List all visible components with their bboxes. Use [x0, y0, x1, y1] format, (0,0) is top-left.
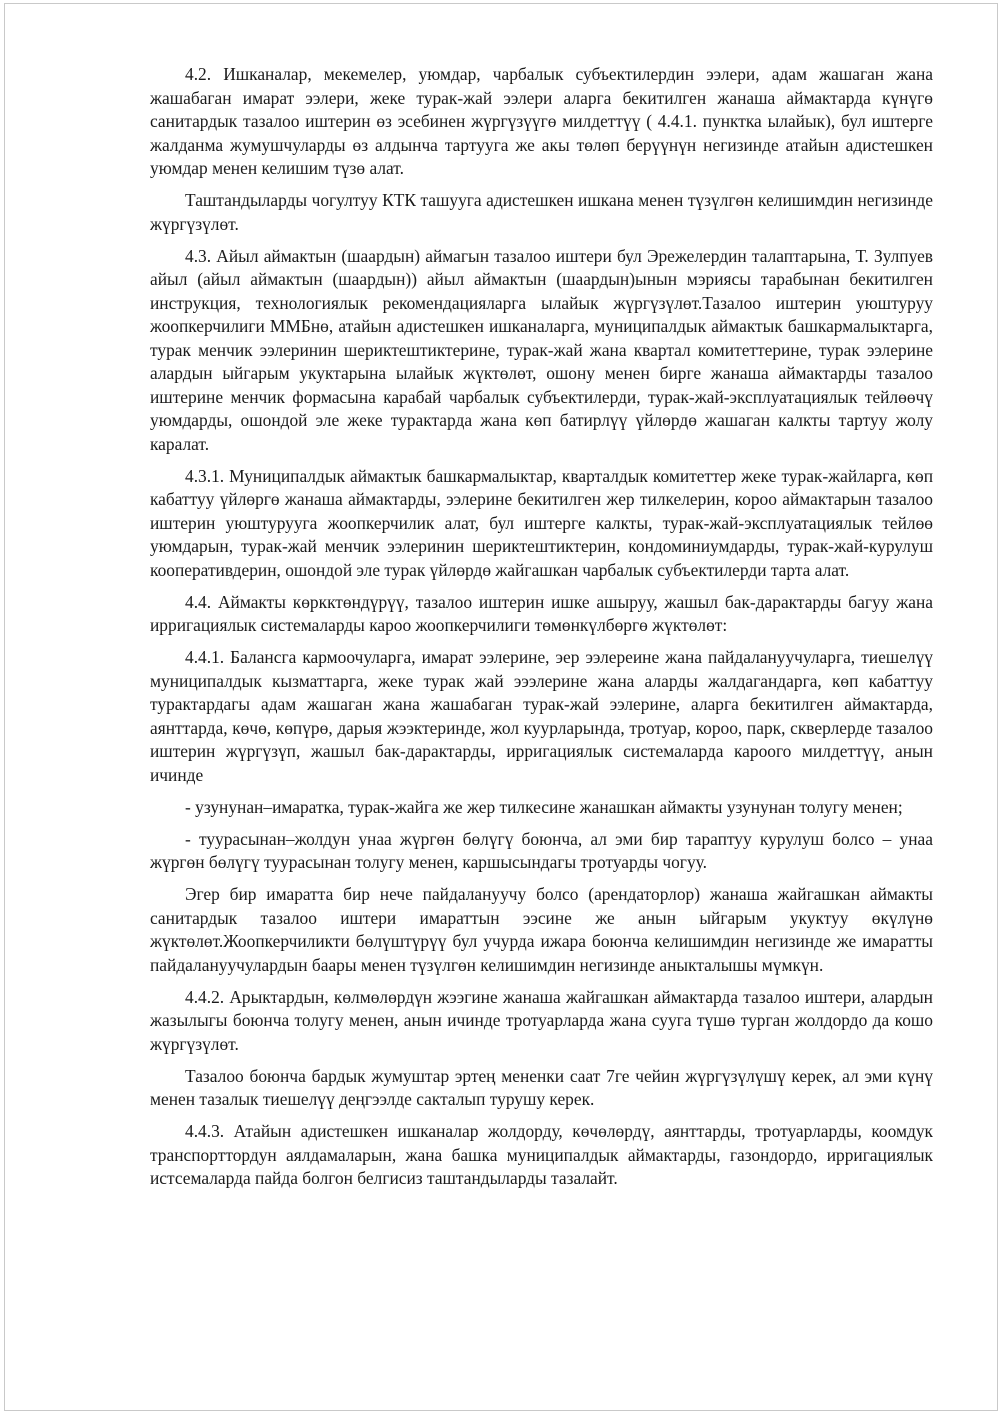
paragraph-4-4-1: 4.4.1. Балансга кармоочуларга, имарат ээлерине, эер ээлереине жана пайдалануучуларга, тиешелүү муниципалдык кызматтарга, жеке турак жай эээлерине жана аларды жалдагандарга, көп кабаттуу турактардагы адам жашаган жана жашабаган турак-жай ээлерине, аларга бекитилген аймактарда, аянттарда, көчө, көпүрө, дарыя жээктеринде, жол куурларында, тротуар, короо, парк, скверлерде тазалоо иштерин жүргүзүп, жашыл бак-дарактарды, ирригациялык системаларда кароого милдеттүү, анын ичинде	[150, 647, 933, 785]
paragraph-4-4: 4.4. Аймакты көркктөндүрүү, тазалоо иштерин ишке ашыруу, жашыл бак-дарактарды багуу жана ирригациялык системаларды кароо жоопкерчилиги төмөнкүлбөргө жүктөлөт:	[150, 591, 933, 635]
paragraph-multiple-users: Эгер бир имаратта бир нече пайдалануучу болсо (арендаторлор) жанаша жайгашкан аймакты санитардык тазалоо иштери имараттын ээсине же анын ыйгарым укуктуу өкүлүнө жүктөлөт.Жоопкерчиликти бөлүштүрүү бул учурда ижара боюнча келишимдин негизинде же имаратты пайдалануучулардын баары менен түзүлгөн келишимдин негизинде аныкталышы мүмкүн.	[150, 884, 933, 975]
paragraph-4-4-2: 4.4.2. Арыктардын, көлмөлөрдүн жээгине жанаша жайгашкан аймактарда тазалоо иштери, алардын жазылыгы боюнча толугу менен, анын ичинде тротуарларда жана сууга түшө турган жолдордо да кошо жүргүзүлөт.	[150, 986, 933, 1054]
paragraph-4-3-1: 4.3.1. Муниципалдык аймактык башкармалыктар, кварталдык комитеттер жеке турак-жайларга, көп кабаттуу үйлөргө жанаша аймактарды, ээлерине бекитилген жер тилкелерин, короо аймактарын тазалоо иштерин уюштурууга жоопкерчилик алат, бул иштерге калкты, турак-жай-эксплуатациялык тейлөө уюмдарын, турак-жай менчик ээлеринин шериктештиктерин, кондоминиумдарды, турак-жай-курулуш кооперативдерин, ошондой эле турак үйлөрдө жайгашкан чарбалык субъектилерди тарта алат.	[150, 465, 933, 580]
list-item-crosswise: - туурасынан–жолдун унаа жүргөн бөлүгү боюнча, ал эми бир тараптуу курулуш болсо – унаа жүргөн бөлүгү туурасынан толугу менен, каршысындагы тротуарды чогуу.	[150, 828, 933, 872]
paragraph-cleaning-schedule: Тазалоо боюнча бардык жумуштар эртең мененки саат 7ге чейин жүргүзүлүшү керек, ал эми күнү менен тазалык тиешелүү деңгээлде сакталып турушу керек.	[150, 1065, 933, 1109]
paragraph-waste-collection: Таштандыларды чогултуу КТК ташууга адистешкен ишкана менен түзүлгөн келишимдин негизинде жүргүзүлөт.	[150, 190, 933, 234]
document-body	[150, 63, 933, 1199]
list-item-lengthwise: - узунунан–имаратка, турак-жайга же жер тилкесине жанашкан аймакты узунунан толугу менен;	[185, 796, 903, 817]
paragraph-4-3: 4.3. Айыл аймактын (шаардын) аймагын тазалоо иштери бул Эрежелердин талаптарына, Т. Зулпуев айыл (айыл аймактын (шаардын)) айыл аймактын (шаардын)ынын мэриясы тарабынан бекитилген инструкция, технологиялык рекомендацияларга ылайык жүргүзүлөт.Тазалоо иштерин уюштуруу жоопкерчилиги ММБнө, атайын адистешкен ишканаларга, муниципалдык аймактык башкармалыктарга, турак менчик ээлеринин шериктештиктерине, турак-жай жана квартал комитеттерине, турак ээлерине алардын ыйгарым укуктарына ылайык жүктөлөт, ошону менен бирге жанаша аймактарды тазалоо иштерине менчик формасына карабай чарбалык субъектилерди, турак-жай-эксплуатациялык тейлөөчү уюмдарды, ошондой эле жеке турактарда жана көп батирлүү үйлөрдө жашаган калкты тартуу жолу каралат.	[150, 245, 933, 454]
paragraph-4-4-3: 4.4.3. Атайын адистешкен ишканалар жолдорду, көчөлөрдү, аянттарды, тротуарларды, коомдук транспорттордун аялдамаларын, жана башка муниципалдык аймактарды, газондордо, ирригациялык истсемаларда пайда болгон белгисиз таштандыларды тазалайт.	[150, 1121, 933, 1188]
document-page	[4, 3, 998, 1411]
paragraph-4-2: 4.2. Ишканалар, мекемелер, уюмдар, чарбалык субъектилердин ээлери, адам жашаган жана жашабаган имарат ээлери, жеке турак-жай ээлери аларга бекитилген жанаша аймактарда күнүгө санитардык тазалоо иштерин өз эсебинен жүргүзүүгө милдеттүү ( 4.4.1. пунктка ылайык), бул иштерге жалданма жумушчуларды өз алдынча тартууга же акы төлөп берүүнүн негизинде атайын адистешкен уюмдар менен келишим түзө алат.	[150, 64, 933, 178]
